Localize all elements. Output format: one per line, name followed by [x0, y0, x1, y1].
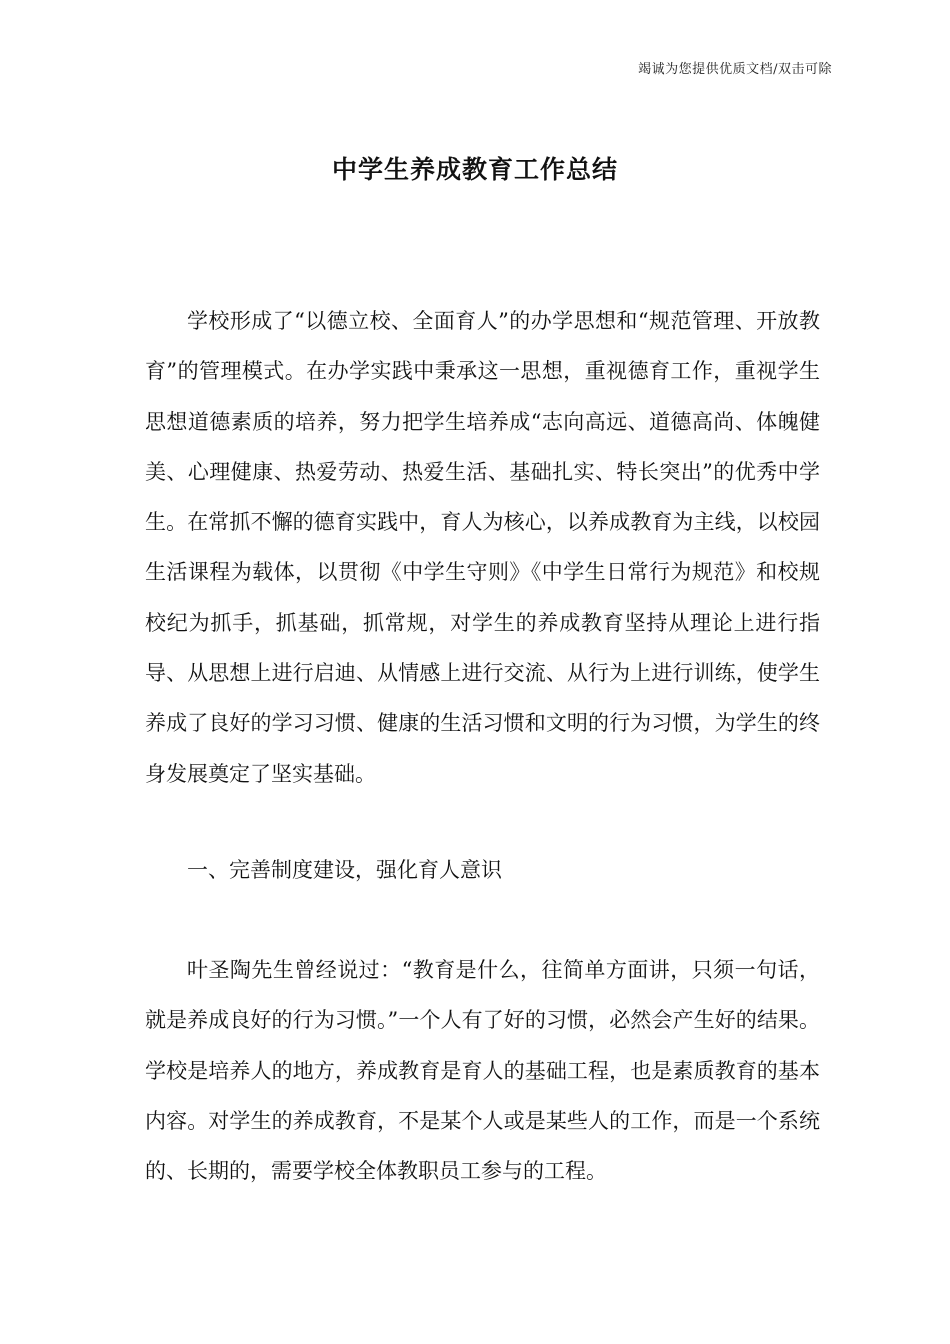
intro-paragraph: 学校形成了“以德立校、全面育人”的办学思想和“规范管理、开放教育”的管理模式。在办学实践中秉承这一思想，重视德育工作，重视学生思想道德素质的培养，努力把学生培养成“志向高远、道德高尚、体魄健美、心理健康、热爱劳动、热爱生活、基础扎实、特长突出”的优秀中学生。在常抓不懈的德育实践中，育人为核心，以养成教育为主线，以校园生活课程为载体，以贯彻《中学生守则》《中学生日常行为规范》和校规校纪为抓手，抓基础，抓常规，对学生的养成教育坚持从理论上进行指导、从思想上进行启迪、从情感上进行交流、从行为上进行训练，使学生养成了良好的学习习惯、健康的生活习惯和文明的行为习惯，为学生的终身发展奠定了坚实基础。 [145, 309, 820, 786]
document-title: 中学生养成教育工作总结 [331, 155, 618, 184]
section-1-paragraph: 叶圣陶先生曾经说过：“教育是什么，往简单方面讲，只须一句话，就是养成良好的行为习惯。”一个人有了好的习惯，必然会产生好的结果。学校是培养人的地方，养成教育是育人的基础工程，也是素质教育的基本内容。对学生的养成教育，不是某个人或是某些人的工作，而是一个系统的、长期的，需要学校全体教职员工参与的工程。 [145, 958, 820, 1184]
section-heading-1: 一、完善制度建设，强化育人意识 [187, 858, 502, 882]
header-note: 竭诚为您提供优质文档/双击可除 [638, 62, 832, 77]
